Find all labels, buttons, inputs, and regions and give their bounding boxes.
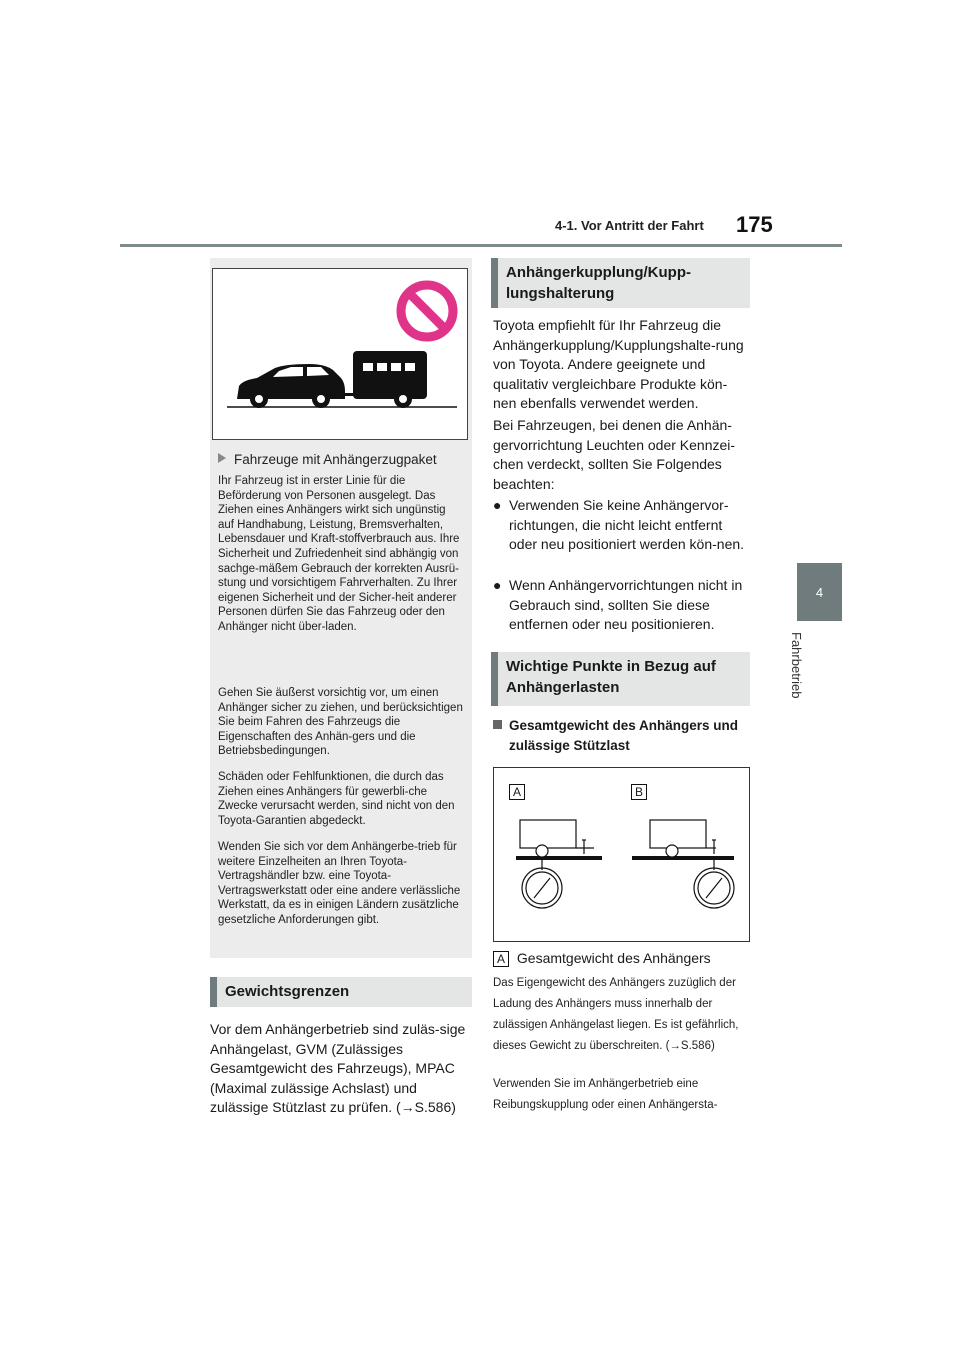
sub-heading-text: Gesamtgewicht des Anhängers und zulässige Stützlast <box>509 718 739 753</box>
section-title: 4-1. Vor Antritt der Fahrt <box>555 218 704 233</box>
towing-prohibited-illustration <box>212 268 468 440</box>
list-item <box>493 576 749 635</box>
caption-text: Gesamtgewicht des Anhängers <box>516 950 711 966</box>
heading-gewichtsgrenzen: Gewichtsgrenzen <box>210 977 472 1007</box>
warning-paragraph-3: Schäden oder Fehlfunktionen, die durch das Ziehen eines Anhängers für gewerbli-che Zwecke verursacht werden, sind nicht von den Toyota-Garantien abgedeckt. <box>218 771 455 827</box>
tongue-weight-scale-icon <box>632 820 734 908</box>
chapter-title-text: Fahrbetrieb <box>789 632 804 699</box>
prohibition-icon <box>401 285 453 337</box>
bullet-icon: ● <box>493 497 502 513</box>
trailer-scales-drawing <box>494 768 749 941</box>
page-number: 175 <box>736 212 773 237</box>
hidden-lights-intro-text: Bei Fahrzeugen, bei denen die Anhän-gervorrichtung Leuchten oder Kennzei-chen verdeckt, sollten Sie Folgendes beachten: <box>493 417 736 492</box>
list-item-text: Verwenden Sie keine Anhängervor-richtungen, die nicht leicht entfernt oder neu positioniert werden kön-nen. <box>509 497 745 552</box>
weight-limits-text: Vor dem Anhängerbetrieb sind zuläs-sige Anhängelast, GVM (Zulässiges Gesamtgewicht des Fahrzeugs), MPAC (Maximal zulässige Achslast) und zulässige Stützlast zu prüfen. (→S.586) <box>210 1021 466 1115</box>
bullet-icon: ● <box>493 577 502 593</box>
heading-anhaengerkupplung: Anhängerkupplung/Kupp-lungshalterung <box>491 258 750 308</box>
square-bullet-icon <box>493 720 502 729</box>
warning-title-text: Fahrzeuge mit Anhängerzugpaket <box>234 452 437 467</box>
coupling-recommendation-text: Toyota empfiehlt für Ihr Fahrzeug die Anhängerkupplung/Kupplungshalte-rung von Toyota. Andere geeignete und qualitativ vergleichbare Produkte kön-nen ebenfalls verwendet werden. <box>493 317 744 411</box>
trailer-weight-explanation: Das Eigengewicht des Anhängers zuzüglich der Ladung des Anhängers muss innerhalb der zulässigen Anhängelast liegen. Es ist gefährlich, dieses Gewicht zu überschreiten. (→S.586) <box>493 977 739 1052</box>
list-item-text: Wenn Anhängervorrichtungen nicht in Gebrauch sind, sollten Sie diese entfernen oder neu positionieren. <box>509 577 743 632</box>
caption-label-a: A <box>493 951 509 967</box>
car-with-caravan-image <box>213 269 467 439</box>
heading-anhaengerlasten: Wichtige Punkte in Bezug auf Anhängerlasten <box>491 652 750 706</box>
diagram-label-a: A <box>509 784 525 800</box>
sub-heading <box>493 716 749 755</box>
car-silhouette <box>237 364 355 408</box>
diagram-label-b: B <box>631 784 647 800</box>
caravan-silhouette <box>353 351 427 408</box>
trailer-weight-diagram <box>493 767 750 942</box>
list-item <box>493 496 749 555</box>
friction-coupling-text: Verwenden Sie im Anhängerbetrieb eine Reibungskupplung oder einen Anhängersta- <box>493 1078 718 1111</box>
chapter-number: 4 <box>815 584 824 600</box>
chapter-title <box>787 632 807 707</box>
warning-paragraph-4: Wenden Sie sich vor dem Anhängerbe-trieb für weitere Einzelheiten an Ihren Toyota-Vertragshändler bzw. eine Toyota-Vertragswerkstatt oder eine andere verlässliche Werkstatt, da es in einigen Ländern zusätzliche gesetzliche Anforderungen gibt. <box>218 841 461 926</box>
trailer-on-scale-icon <box>516 820 602 908</box>
warning-paragraph-1: Ihr Fahrzeug ist in erster Linie für die Beförderung von Personen ausgelegt. Das Ziehen eines Anhängers wirkt sich ungünstig auf Handhabung, Leistung, Bremsverhalten, Lebensdauer und Kraft-stoffverbrauch aus. Ihre Sicherheit und Zufriedenheit sind abhängig von sachge-mäßem Gebrauch der korrekten Ausrü-stung und vorsichtigem Fahrverhalten. Zu Ihrer eigenen Sicherheit und der Sicher-heit anderer Personen dürfen Sie das Fahrzeug oder den Anhänger nicht über-laden. <box>218 475 460 633</box>
warning-title <box>218 452 437 467</box>
header-divider <box>120 244 842 247</box>
chapter-tab[interactable] <box>797 563 842 621</box>
diagram-caption <box>493 949 749 967</box>
warning-paragraph-2: Gehen Sie äußerst vorsichtig vor, um einen Anhänger sicher zu ziehen, und berücksichtigen Sie beim Fahren des Fahrzeugs die Eigenschaften des Anhän-gers und die Betriebsbedingungen. <box>218 687 463 758</box>
caution-triangle-icon <box>218 453 226 463</box>
